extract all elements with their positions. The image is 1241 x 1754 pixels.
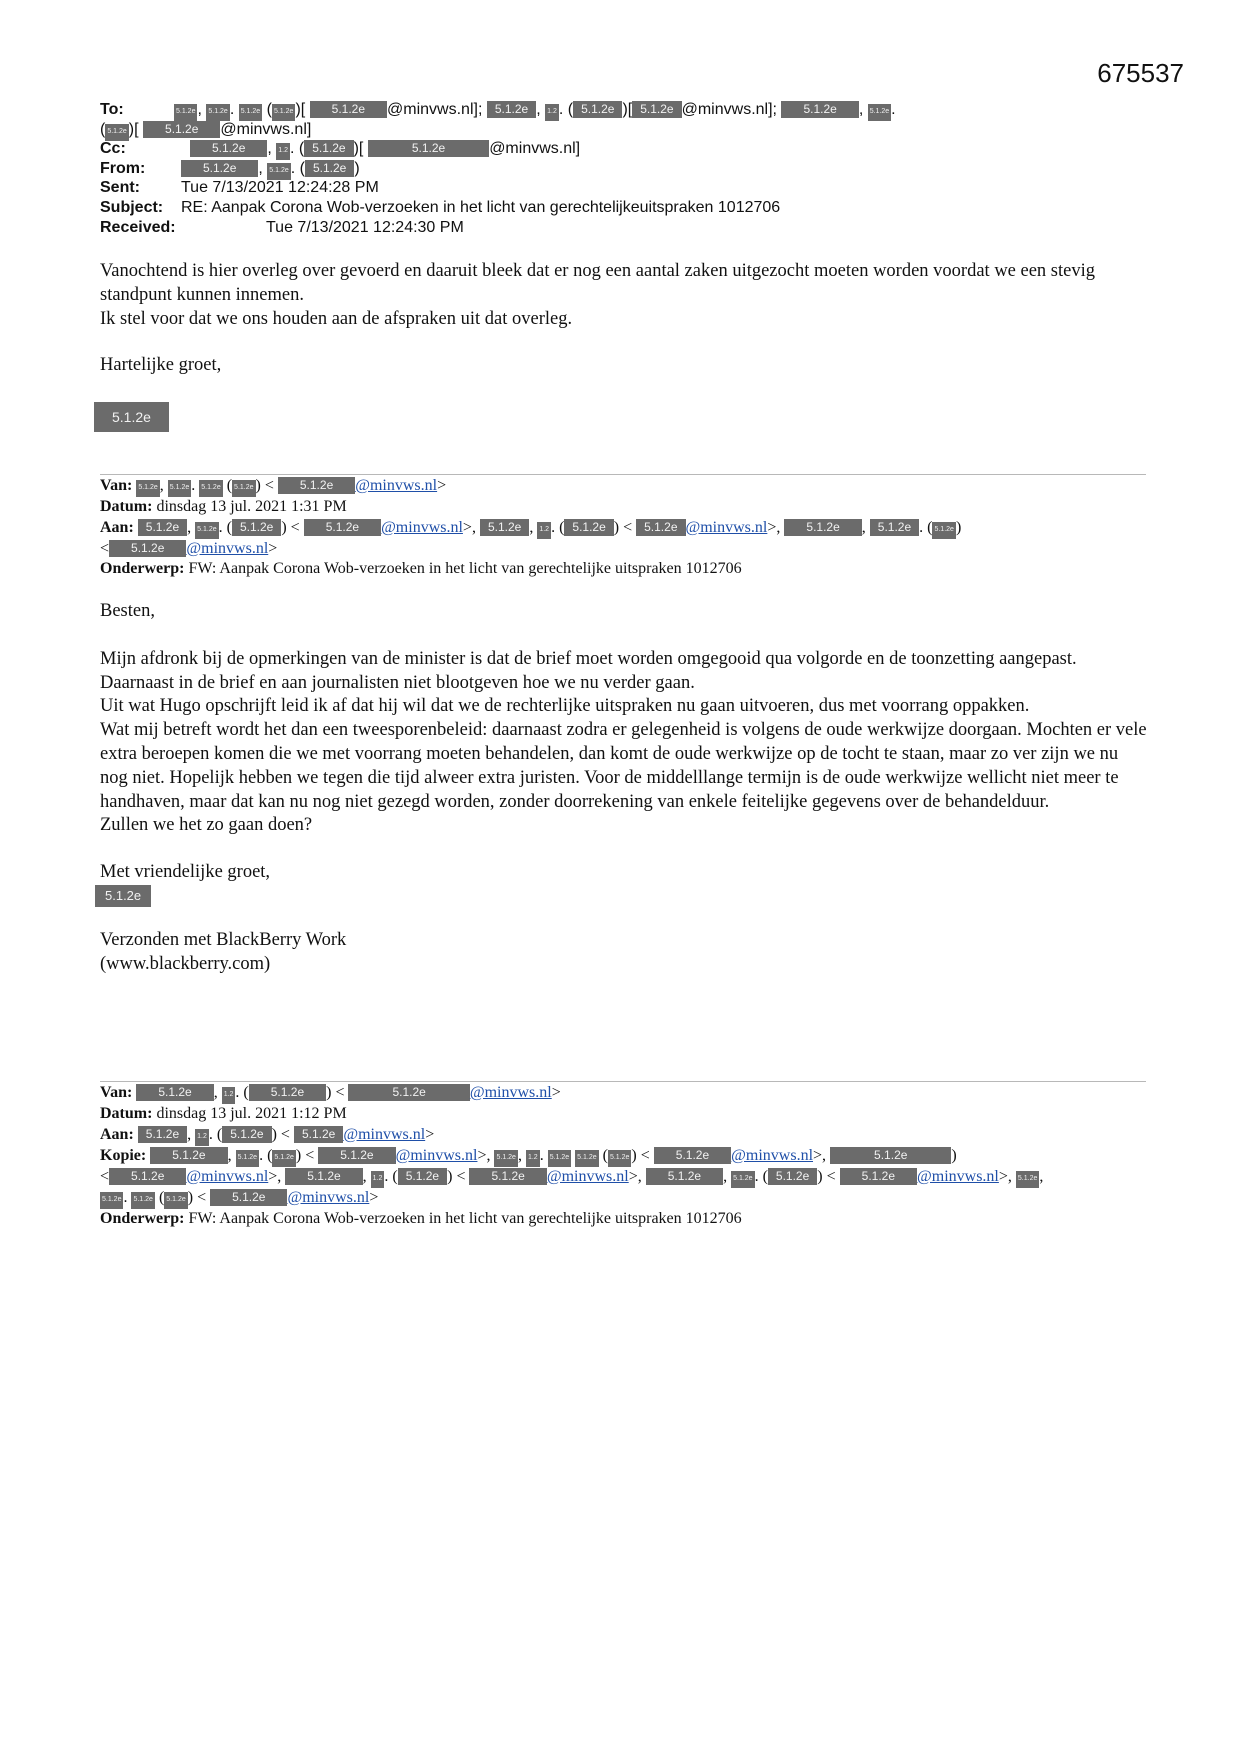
- datum-label: Datum:: [100, 498, 153, 515]
- subject-value: RE: Aanpak Corona Wob-verzoeken in het licht van gerechtelijkeuitspraken 1012706: [181, 198, 781, 216]
- redaction: 5.1.2e: [168, 480, 191, 497]
- datum-label: Datum:: [100, 1105, 153, 1122]
- redaction: 5.1.2e: [95, 885, 151, 907]
- subject-label: Subject:: [100, 198, 164, 216]
- divider: [100, 474, 1146, 475]
- email-link[interactable]: @minvws.nl: [355, 477, 438, 494]
- body-paragraph: Mijn afdronk bij de opmerkingen van de minister is dat de brief moet worden omgegooid qua volgorde en de toonzetting aangepast. Daarnaast in de brief en aan journalisten niet blootgeven hoe we nu verder gaan.: [100, 648, 1077, 693]
- onderwerp-value: FW: Aanpak Corona Wob-verzoeken in het licht van gerechtelijke uitspraken 1012706: [188, 1209, 742, 1227]
- forward-header-2: [100, 1083, 1150, 1229]
- sent-label: Sent:: [100, 179, 140, 197]
- redaction: 5.1.2e: [195, 522, 218, 539]
- closing: Met vriendelijke groet,: [100, 862, 271, 883]
- kopie-row: Kopie: 5.1.2e , 5.1.2e . ( 5.1.2e ) < 5.1.2e @minvws.nl>, 5.1.2e , 1.2 . 5.1.2e 5.1.2e ( 5.1.2e ) < 5.1.2e @minvws.nl>, 5.1.2e ): [100, 1146, 1150, 1167]
- redaction: 5.1.2e: [646, 1168, 723, 1185]
- redaction: 5.1.2e: [830, 1147, 951, 1164]
- redaction: 5.1.2e: [199, 480, 222, 497]
- received-label: Received:: [100, 218, 176, 236]
- from-value: 5.1.2e , 5.1.2e . ( 5.1.2e ): [181, 159, 360, 180]
- redaction: 5.1.2e: [143, 121, 220, 138]
- domain: @minvws.nl]: [220, 120, 312, 138]
- redaction: 1.2: [276, 143, 290, 160]
- van-row: Van: 5.1.2e , 5.1.2e . 5.1.2e ( 5.1.2e ) < 5.1.2e @minvws.nl>: [100, 476, 1150, 497]
- redaction: 5.1.2e: [272, 1150, 295, 1167]
- datum-row: [100, 1104, 1150, 1125]
- redaction: 5.1.2e: [272, 104, 295, 121]
- redaction: 5.1.2e: [100, 1192, 123, 1209]
- aan-label: Aan:: [100, 1125, 134, 1143]
- email-header: [100, 100, 1100, 237]
- datum-row: [100, 497, 1150, 518]
- greeting: Hartelijke groet,: [100, 355, 222, 376]
- redaction: 5.1.2e: [548, 1150, 571, 1167]
- redaction: 5.1.2e: [109, 540, 186, 557]
- onderwerp-label: Onderwerp:: [100, 1209, 185, 1227]
- onderwerp-row: [100, 559, 1150, 580]
- redaction: 5.1.2e: [136, 480, 159, 497]
- redaction: 5.1.2e: [781, 101, 858, 118]
- redaction: 5.1.2e: [236, 1150, 259, 1167]
- signature-redaction: [95, 885, 1150, 909]
- redaction: 5.1.2e: [573, 101, 622, 118]
- redaction: 5.1.2e: [239, 104, 262, 121]
- salutation: Besten,: [100, 601, 155, 621]
- redaction: 5.1.2e: [267, 163, 290, 180]
- redaction: 5.1.2e: [469, 1168, 546, 1185]
- to-label: To:: [100, 101, 124, 118]
- redaction: 5.1.2e: [768, 1168, 817, 1185]
- redaction: 5.1.2e: [304, 519, 381, 536]
- domain: @minvws.nl]: [489, 140, 581, 158]
- from-label: From:: [100, 159, 146, 177]
- redaction: 5.1.2e: [1016, 1171, 1039, 1188]
- body-paragraph: Wat mij betreft wordt het dan een tweesporenbeleid: daarnaast zodra er gelegenheid is volgens de oude werkwijze doorgaan. Mochten er vele extra beroepen komen die we met voorrang moeten behandelen, dan komt de oude werkwijze op de tocht te staan, maar zo ver zijn we nu nog niet. Hopelijk hebben we tegen die tijd alweer extra juristen. Voor de middelllange termijn is de oude werkwijze wellicht niet meer te handhaven, maar dat kan nu nog niet gezegd worden, zonder doorrekening van enkele feitelijke gegevens over de behandelduur.: [100, 720, 1147, 812]
- kopie-row-continued: < 5.1.2e @minvws.nl>, 5.1.2e , 1.2 . ( 5.1.2e ) < 5.1.2e @minvws.nl>, 5.1.2e , 5.1.2e . ( 5.1.2e ) < 5.1.2e @minvws.nl>, 5.1.2e ,: [100, 1167, 1150, 1188]
- domain: @minvws.nl];: [681, 101, 777, 118]
- email-link[interactable]: @minvws.nl: [546, 1167, 629, 1185]
- to-value: 5.1.2e , 5.1.2e . 5.1.2e ( 5.1.2e )[ 5.1.2e @minvws.nl]; 5.1.2e , 1.2 . ( 5.1.2e )[ 5.1.2e @minvws.nl]; 5.1.2e , 5.1.2e .: [174, 100, 896, 121]
- domain: @minvws.nl];: [387, 101, 483, 118]
- email-link[interactable]: @minvws.nl: [186, 539, 269, 557]
- aan-row-continued: < 5.1.2e @minvws.nl>: [100, 539, 278, 557]
- from-row: [100, 159, 1100, 179]
- sent-value: Tue 7/13/2021 12:24:28 PM: [181, 179, 379, 197]
- body-paragraph: Vanochtend is hier overleg over gevoerd en daaruit bleek dat er nog een aantal zaken uitgezocht moeten worden voordat we een stevig standpunt kunnen innemen.: [100, 261, 1095, 305]
- redaction: 5.1.2e: [932, 522, 955, 539]
- cc-row: [100, 139, 1100, 159]
- redaction: 5.1.2e: [636, 519, 685, 536]
- redaction: 1.2: [195, 1129, 209, 1146]
- email-link[interactable]: @minvws.nl: [343, 1125, 426, 1143]
- sent-with: Verzonden met BlackBerry Work: [100, 929, 347, 950]
- redaction: 5.1.2e: [784, 519, 861, 536]
- redaction: 5.1.2e: [138, 519, 187, 536]
- redaction: 5.1.2e: [190, 140, 267, 157]
- redaction: 5.1.2e: [870, 519, 919, 536]
- received-row: [100, 218, 1100, 238]
- redaction: 5.1.2e: [222, 1126, 271, 1143]
- cc-value: 5.1.2e , 1.2 . ( 5.1.2e )[ 5.1.2e @minvws.nl]: [190, 139, 580, 160]
- email-link[interactable]: @minvws.nl: [469, 1084, 552, 1101]
- redaction: 5.1.2e: [654, 1147, 731, 1164]
- redaction: 5.1.2e: [206, 104, 229, 121]
- redaction: 5.1.2e: [868, 104, 891, 121]
- redaction: 5.1.2e: [398, 1168, 447, 1185]
- reply-body: [100, 260, 1150, 378]
- email-link[interactable]: @minvws.nl: [381, 518, 463, 536]
- aan-label: Aan:: [100, 518, 134, 536]
- redaction: 5.1.2e: [494, 1150, 517, 1167]
- redaction: 5.1.2e: [575, 1150, 598, 1167]
- onderwerp-value: FW: Aanpak Corona Wob-verzoeken in het licht van gerechtelijke uitspraken 1012706: [188, 560, 742, 577]
- redaction: 5.1.2e: [304, 140, 353, 157]
- redaction: 5.1.2e: [608, 1150, 631, 1167]
- received-value: Tue 7/13/2021 12:24:30 PM: [266, 218, 464, 236]
- aan-row: Aan: 5.1.2e , 5.1.2e . ( 5.1.2e ) < 5.1.2e @minvws.nl>, 5.1.2e , 1.2 . ( 5.1.2e ) < 5.1.2e @minvws.nl>, 5.1.2e , 5.1.2e . ( 5.1.2e ): [100, 518, 1150, 539]
- datum-value: dinsdag 13 jul. 2021 1:31 PM: [156, 498, 347, 515]
- body-paragraph: Uit wat Hugo opschrijft leid ik af dat hij wil dat we de rechterlijke uitspraken nu gaan uitvoeren, dus met voorrang oppakken.: [100, 696, 1030, 717]
- van-row: Van: 5.1.2e , 1.2 . ( 5.1.2e ) < 5.1.2e @minvws.nl>: [100, 1083, 1150, 1104]
- redaction: 5.1.2e: [232, 480, 255, 497]
- redaction: 5.1.2e: [564, 519, 613, 536]
- redaction: 5.1.2e: [278, 477, 355, 494]
- redaction: 5.1.2e: [310, 101, 387, 118]
- kopie-label: Kopie:: [100, 1146, 147, 1164]
- redaction: 5.1.2e: [487, 101, 536, 118]
- redaction: 5.1.2e: [249, 1084, 326, 1101]
- cc-label: Cc:: [100, 140, 126, 158]
- email-link[interactable]: @minvws.nl: [186, 1167, 269, 1185]
- email-link[interactable]: @minvws.nl: [917, 1167, 999, 1185]
- document-number: 675537: [1097, 58, 1184, 88]
- redaction: 5.1.2e: [318, 1147, 395, 1164]
- body-paragraph: Zullen we het zo gaan doen?: [100, 815, 313, 836]
- aan-row: Aan: 5.1.2e , 1.2 . ( 5.1.2e ) < 5.1.2e @minvws.nl>: [100, 1125, 1150, 1146]
- redaction: 5.1.2e: [305, 160, 354, 177]
- redaction: 1.2: [526, 1150, 540, 1167]
- redaction: 5.1.2e: [480, 519, 529, 536]
- divider: [100, 1081, 1146, 1082]
- datum-value: dinsdag 13 jul. 2021 1:12 PM: [156, 1105, 347, 1122]
- redaction: 1.2: [222, 1087, 236, 1104]
- redaction: 5.1.2e: [138, 1126, 187, 1143]
- redaction: 5.1.2e: [232, 519, 281, 536]
- redaction: 5.1.2e: [136, 1084, 213, 1101]
- sent-with-url: (www.blackberry.com): [100, 953, 271, 974]
- redaction: 1.2: [537, 522, 551, 539]
- email-link[interactable]: @minvws.nl: [287, 1188, 370, 1206]
- van-label: Van:: [100, 1084, 133, 1101]
- onderwerp-row: [100, 1209, 1150, 1230]
- redaction: 5.1.2e: [210, 1189, 287, 1206]
- body-paragraph: Ik stel voor dat we ons houden aan de afspraken uit dat overleg.: [100, 308, 573, 329]
- email-link[interactable]: @minvws.nl: [685, 518, 768, 536]
- redaction: 5.1.2e: [164, 1192, 187, 1209]
- forward-header-1: [100, 476, 1150, 580]
- redaction: 5.1.2e: [105, 124, 128, 141]
- to-row: [100, 100, 1100, 120]
- redaction: 5.1.2e: [368, 140, 489, 157]
- redaction: 5.1.2e: [294, 1126, 343, 1143]
- van-label: Van:: [100, 477, 133, 494]
- redaction: 5.1.2e: [150, 1147, 227, 1164]
- email-link[interactable]: @minvws.nl: [731, 1146, 814, 1164]
- redaction: 1.2: [545, 104, 559, 121]
- redaction: 5.1.2e: [174, 104, 197, 121]
- sent-row: [100, 178, 1100, 198]
- redaction: 5.1.2e: [840, 1168, 917, 1185]
- redaction: 5.1.2e: [632, 101, 681, 118]
- redaction: 1.2: [371, 1171, 385, 1188]
- redaction: 5.1.2e: [181, 160, 258, 177]
- redaction: 5.1.2e: [109, 1168, 186, 1185]
- forward-body-1: [100, 600, 1150, 976]
- email-link[interactable]: @minvws.nl: [395, 1146, 478, 1164]
- redaction: 5.1.2e: [348, 1084, 469, 1101]
- signature-redaction: [94, 402, 169, 432]
- subject-row: [100, 198, 1100, 218]
- kopie-row-continued: 5.1.2e . 5.1.2e ( 5.1.2e ) < 5.1.2e @minvws.nl>: [100, 1188, 1150, 1209]
- to-row-continued: ( 5.1.2e )[ 5.1.2e @minvws.nl]: [100, 120, 1100, 140]
- redaction: 5.1.2e: [94, 402, 169, 432]
- redaction: 5.1.2e: [731, 1171, 754, 1188]
- onderwerp-label: Onderwerp:: [100, 560, 185, 577]
- redaction: 5.1.2e: [131, 1192, 154, 1209]
- redaction: 5.1.2e: [285, 1168, 362, 1185]
